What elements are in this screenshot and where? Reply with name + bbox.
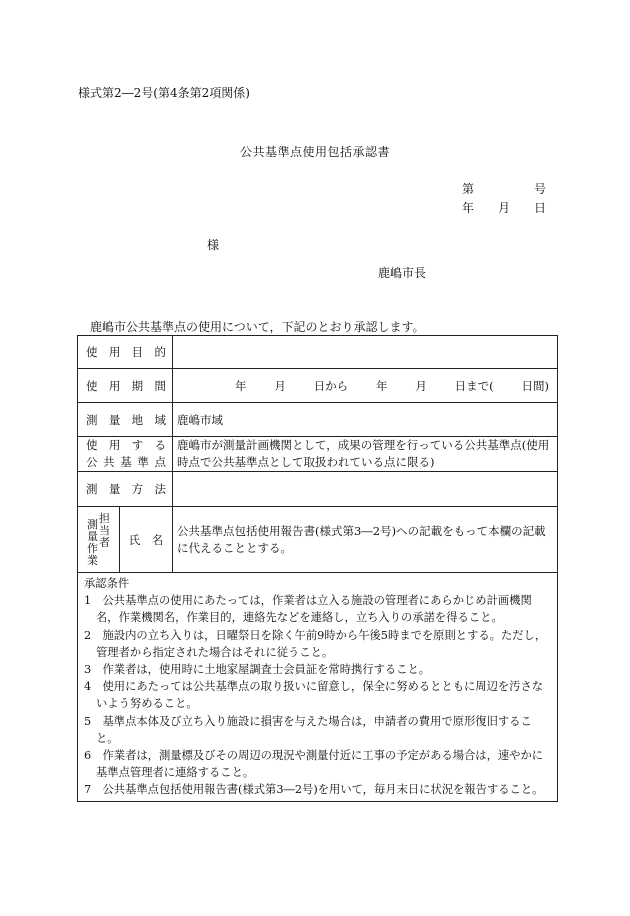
period-from-year: 年 [235,378,247,393]
purpose-row [78,336,558,369]
conditions-heading: 承認条件 [84,577,130,590]
worker-value: 公共基準点包括使用報告書(様式第3―2号)への記載をもって本欄の記載に代えることとする。 [173,507,558,573]
char: 者 [99,535,110,549]
period-to-day: 日まで( [454,378,494,393]
period-days: 日間) [521,378,549,393]
condition-item: 7 公共基準点包括使用報告書(様式第3―2号)を用いて，毎月末日に状況を報告すること。 [84,783,544,797]
name-label: 氏 名 [120,507,173,573]
condition-item: 6 作業者は，測量標及びその周辺の現況や測量付近に工事の予定がある場合は，速やかに基準点管理者に連絡すること。 [84,749,544,780]
period-row [78,369,558,403]
char: 業 [87,553,98,567]
addressee-honorific: 様 [207,238,220,252]
conditions-section [78,573,558,802]
area-value: 鹿嶋市域 [173,403,558,437]
purpose-value [173,336,558,369]
period-label: 使用期間 [78,369,173,403]
worker-label-vertical [78,507,120,573]
issuer-mayor: 鹿嶋市長 [378,266,427,280]
condition-item: 4 使用にあたっては公共基準点の取り扱いに留意し，保全に努めるとともに周辺を汚さないよう努めること。 [84,680,544,711]
method-label: 測量方法 [78,472,173,507]
period-to-month: 月 [415,378,427,393]
points-row [78,437,558,472]
purpose-label: 使用目的 [78,336,173,369]
method-value [173,472,558,507]
char: 量 [87,529,98,543]
area-row [78,403,558,437]
worker-vertical-col2 [99,513,110,567]
approval-table [77,335,558,802]
condition-item: 5 基準点本体及び立ち入り施設に損害を与えた場合は，申請者の費用で原形復旧すること。 [84,714,532,745]
char: 当 [99,523,110,537]
char: 測 [87,517,98,531]
points-label [78,437,173,472]
document-number-line: 第 号 [462,182,547,196]
period-from-month: 月 [274,378,286,393]
char: 作 [87,541,98,555]
form-number: 様式第2―2号(第4条第2項関係) [78,86,250,100]
char: 担 [99,511,110,525]
method-row [78,472,558,507]
points-label-line2: 公共基準点 [86,455,166,469]
points-label-line1: 使用する [86,438,166,452]
area-label: 測量地域 [78,403,173,437]
period-to-year: 年 [375,378,388,393]
document-date-line: 年 月 日 [462,201,547,215]
conditions-row [78,573,558,802]
document-title: 公共基準点使用包括承認書 [239,145,390,159]
period-value [173,369,558,403]
condition-item: 3 作業者は，使用時に土地家屋調査士会員証を常時携行すること。 [84,663,431,677]
intro-text: 鹿嶋市公共基準点の使用について，下記のとおり承認します。 [90,320,425,334]
worker-vertical-col1 [87,513,98,567]
worker-row [78,507,558,573]
points-value: 鹿嶋市が測量計画機関として，成果の管理を行っている公共基準点(使用時点で公共基準点として取扱われている点に限る) [173,437,558,472]
condition-item: 2 施設内の立ち入りは，日曜祭日を除く午前9時から午後5時までを原則とする。ただし，管理者から指定された場合はそれに従うこと。 [84,628,547,659]
condition-item: 1 公共基準点の使用にあたっては，作業者は立入る施設の管理者にあらかじめ計画機関名，作業機関名，作業目的，連絡先などを連絡し，立ち入りの承諾を得ること。 [84,594,532,625]
period-from-day: 日から [313,378,349,393]
